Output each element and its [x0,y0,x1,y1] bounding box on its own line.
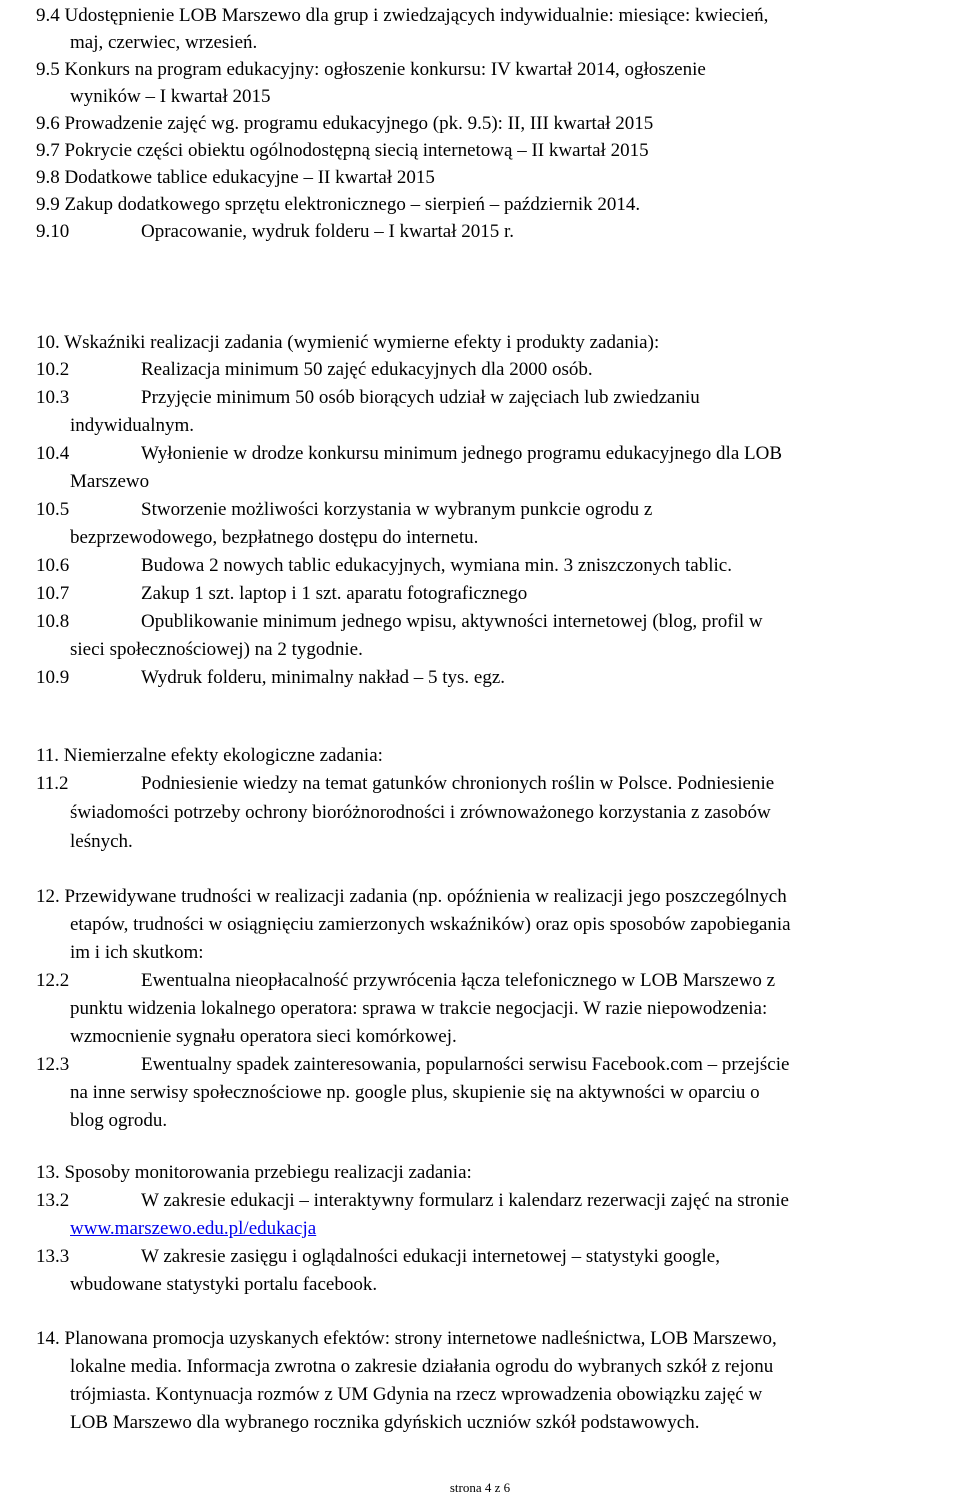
item-12-2-line-2: punktu widzenia lokalnego operatora: sprawa w trakcie negocjacji. W razie niepowodzenia: [70,998,768,1019]
item-10-4-line-2: Marszewo [70,471,150,492]
item-9-5-line-1: 9.5 Konkurs na program edukacyjny: ogłoszenie konkursu: IV kwartał 2014, ogłoszenie [36,59,706,80]
item-12-2-line-3: wzmocnienie sygnału operatora sieci komórkowej. [70,1026,457,1047]
section-10-heading: 10. Wskaźniki realizacji zadania (wymienić wymierne efekty i produkty zadania): [36,332,660,353]
item-9-9: 9.9 Zakup dodatkowego sprzętu elektronicznego – sierpień – październik 2014. [36,194,641,215]
item-10-7-number: 10.7 [36,583,70,604]
item-9-4-line-2: maj, czerwiec, wrzesień. [70,32,258,53]
item-10-6-text: Budowa 2 nowych tablic edukacyjnych, wymiana min. 3 zniszczonych tablic. [141,555,732,576]
item-11-2-line-1: Podniesienie wiedzy na temat gatunków chronionych roślin w Polsce. Podniesienie [141,773,775,794]
item-12-2-line-1: Ewentualna nieopłacalność przywrócenia łącza telefonicznego w LOB Marszewo z [141,970,776,991]
item-11-2-number: 11.2 [36,773,69,794]
item-10-9-text: Wydruk folderu, minimalny nakład – 5 tys. egz. [141,667,505,688]
section-13-heading: 13. Sposoby monitorowania przebiegu realizacji zadania: [36,1162,472,1183]
item-9-10-number: 9.10 [36,221,70,242]
item-13-3-line-1: W zakresie zasięgu i oglądalności edukacji internetowej – statystyki google, [141,1246,720,1267]
item-13-3-number: 13.3 [36,1246,70,1267]
item-9-4-line-1: 9.4 Udostępnienie LOB Marszewo dla grup i zwiedzających indywidualnie: miesiące: kwiecień, [36,5,769,26]
item-10-8-line-2: sieci społecznościowej) na 2 tygodnie. [70,639,363,660]
section-14-line-2: lokalne media. Informacja zwrotna o zakresie działania ogrodu do wybranych szkół z rejonu [70,1356,774,1377]
section-14-line-3: trójmiasta. Kontynuacja rozmów z UM Gdynia na rzecz wprowadzenia obowiązku zajęć w [70,1384,763,1405]
item-13-2-line-1: W zakresie edukacji – interaktywny formularz i kalendarz rezerwacji zajęć na stronie [141,1190,789,1211]
item-10-9-number: 10.9 [36,667,70,688]
item-11-2-line-2: świadomości potrzeby ochrony bioróżnorodności i zrównoważonego korzystania z zasobów [70,802,771,823]
item-12-3-line-3: blog ogrodu. [70,1110,168,1131]
item-9-8: 9.8 Dodatkowe tablice edukacyjne – II kwartał 2015 [36,167,435,188]
item-10-3-line-2: indywidualnym. [70,415,195,436]
item-9-6: 9.6 Prowadzenie zajęć wg. programu edukacyjnego (pk. 9.5): II, III kwartał 2015 [36,113,654,134]
edukacja-link[interactable]: www.marszewo.edu.pl/edukacja [70,1218,317,1239]
item-12-3-line-2: na inne serwisy społecznościowe np. google plus, skupienie się na aktywności w oparciu o [70,1082,760,1103]
item-10-2-number: 10.2 [36,359,70,380]
item-10-6-number: 10.6 [36,555,70,576]
item-10-4-number: 10.4 [36,443,70,464]
item-12-2-number: 12.2 [36,970,70,991]
section-12-heading-line-2: etapów, trudności w osiągnięciu zamierzonych wskaźników) oraz opis sposobów zapobiegania [70,914,791,935]
item-13-3-line-2: wbudowane statystyki portalu facebook. [70,1274,378,1295]
item-11-2-line-3: leśnych. [70,831,133,852]
item-10-7-text: Zakup 1 szt. laptop i 1 szt. aparatu fotograficznego [141,583,528,604]
section-12-heading-line-1: 12. Przewidywane trudności w realizacji zadania (np. opóźnienia w realizacji jego poszczególnych [36,886,787,907]
item-10-5-line-2: bezprzewodowego, bezpłatnego dostępu do internetu. [70,527,479,548]
item-10-8-number: 10.8 [36,611,70,632]
item-10-4-line-1: Wyłonienie w drodze konkursu minimum jednego programu edukacyjnego dla LOB [141,443,783,464]
item-10-3-line-1: Przyjęcie minimum 50 osób biorących udział w zajęciach lub zwiedzaniu [141,387,700,408]
item-10-2-text: Realizacja minimum 50 zajęć edukacyjnych dla 2000 osób. [141,359,593,380]
item-10-5-line-1: Stworzenie możliwości korzystania w wybranym punkcie ogrodu z [141,499,653,520]
section-14-line-4: LOB Marszewo dla wybranego rocznika gdyńskich uczniów szkół podstawowych. [70,1412,700,1433]
item-10-3-number: 10.3 [36,387,70,408]
item-9-7: 9.7 Pokrycie części obiektu ogólnodostępną siecią internetową – II kwartał 2015 [36,140,649,161]
section-12-heading-line-3: im i ich skutkom: [70,942,204,963]
item-12-3-number: 12.3 [36,1054,70,1075]
section-14-line-1: 14. Planowana promocja uzyskanych efektów: strony internetowe nadleśnictwa, LOB Marszewo, [36,1328,777,1349]
item-13-2-number: 13.2 [36,1190,70,1211]
item-10-8-line-1: Opublikowanie minimum jednego wpisu, aktywności internetowej (blog, profil w [141,611,763,632]
item-9-5-line-2: wyników – I kwartał 2015 [70,86,271,107]
item-10-5-number: 10.5 [36,499,70,520]
page-number-footer: strona 4 z 6 [449,1480,511,1495]
section-11-heading: 11. Niemierzalne efekty ekologiczne zadania: [36,745,383,766]
item-9-10-text: Opracowanie, wydruk folderu – I kwartał 2015 r. [141,221,515,242]
item-12-3-line-1: Ewentualny spadek zainteresowania, popularności serwisu Facebook.com – przejście [141,1054,790,1075]
